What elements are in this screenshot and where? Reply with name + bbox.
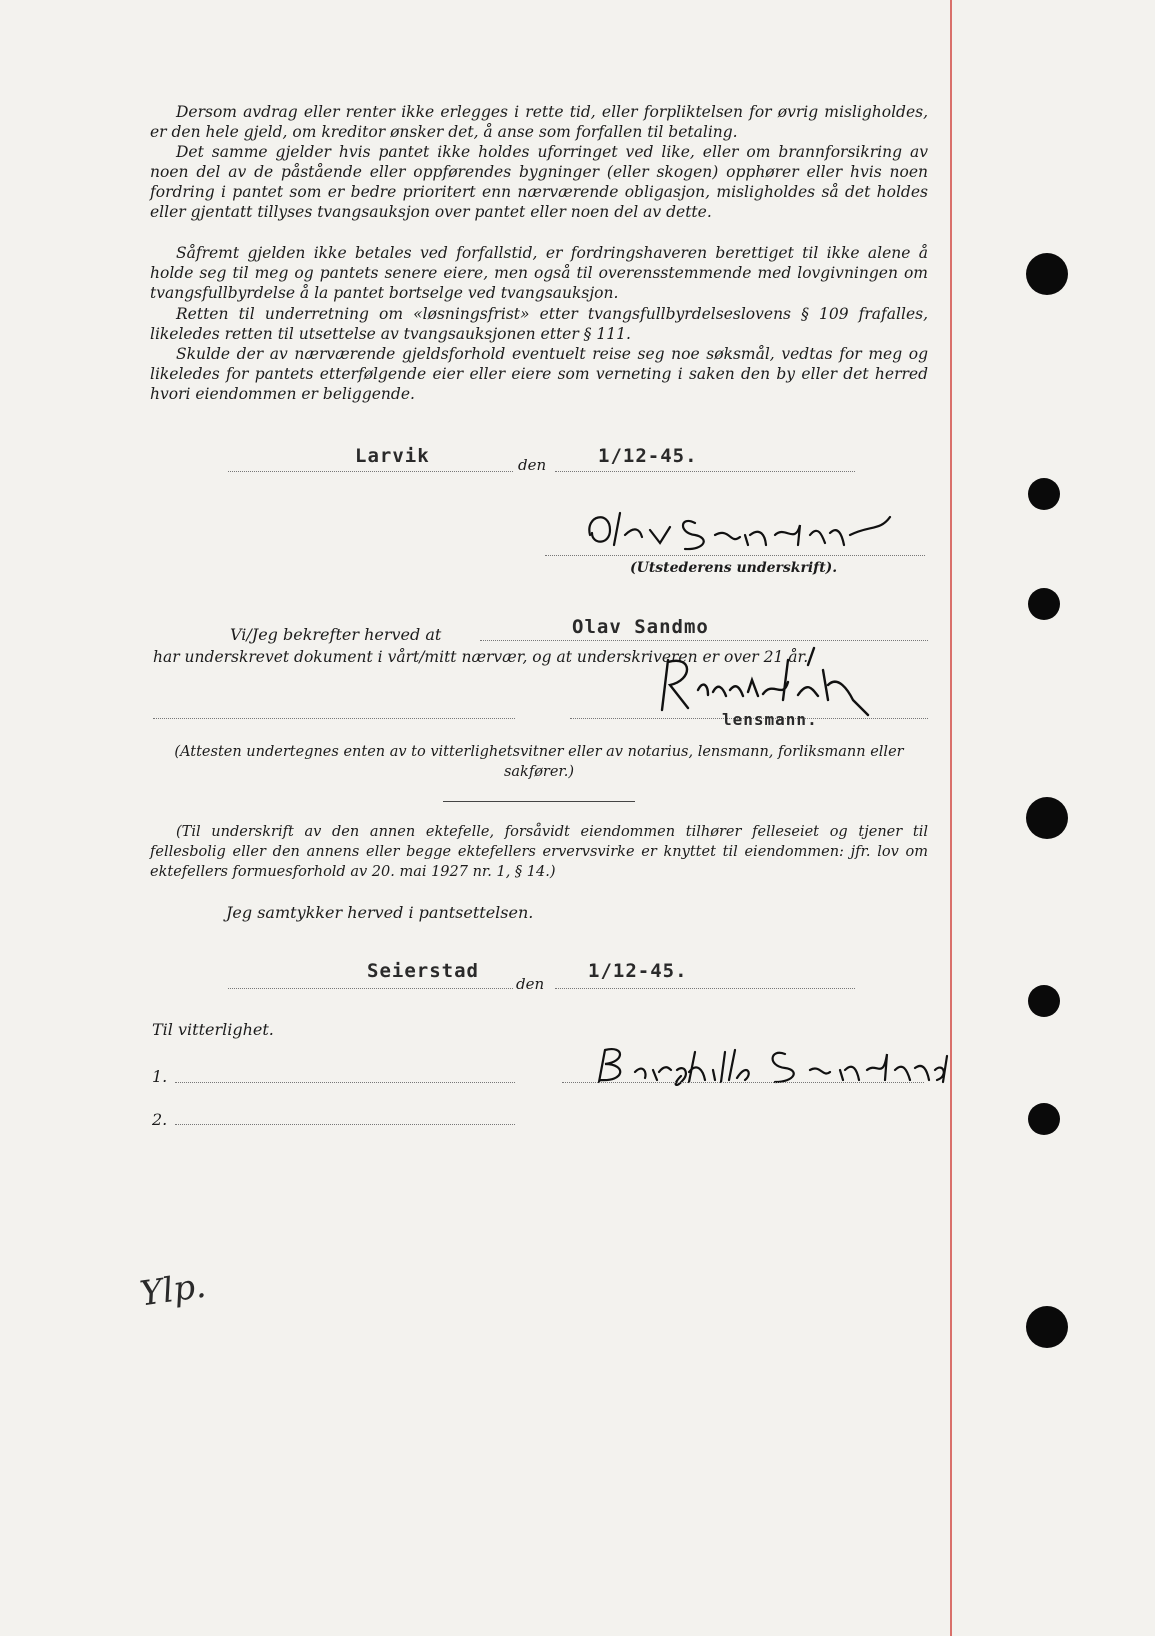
witness-number-1: 1. [152,1067,168,1086]
witness-line-2 [175,1124,515,1125]
clerk-initials: Ylp. [137,1265,209,1315]
clause-venue: Skulde der av nærværende gjeldsforhold eventuelt reise seg noe søksmål, vedtas for meg og likeledes for pantets etterfølgende eier eller eiere som verneting i saken den by eller det herred hvori eiendommen er beliggende. [150,345,928,403]
attest-name: Olav Sandmo [572,616,709,638]
issue-date: 1/12-45. [598,445,698,467]
issuer-signature [580,505,900,555]
attest-lead: Vi/Jeg bekrefter herved at [230,625,442,644]
witness-number-2: 2. [152,1110,168,1129]
spouse-signature-line [562,1082,924,1083]
spouse-date-line [555,988,855,989]
issue-den-label: den [518,456,547,474]
issue-place-line [228,471,513,472]
spouse-date: 1/12-45. [588,960,688,982]
issue-date-line [555,471,855,472]
red-margin-line [950,0,952,1636]
spouse-den-label: den [516,975,545,993]
binder-hole [1028,1103,1060,1135]
issuer-signature-line [545,555,925,556]
issuer-signature-caption: (Utstederens underskrift). [630,560,838,576]
binder-hole [1026,797,1068,839]
binder-hole [1028,588,1060,620]
witness-line-1 [175,1082,515,1083]
spouse-note: (Til underskrift av den annen ektefelle, forsåvidt eiendommen tilhører felleseiet og tjener til fellesbolig eller den annens eller begge ektefellers ervervsvirke er knyttet til eiendommen: jfr. lov om ektefellers formuesforhold av 20. mai 1927 nr. 1, § 14.) [150,824,928,880]
binder-hole [1028,478,1060,510]
spouse-place-line [228,988,513,989]
spouse-consent: Jeg samtykker herved i pantsettelsen. [226,903,534,922]
binder-hole [1026,1306,1068,1348]
binder-hole [1028,985,1060,1017]
issue-place: Larvik [355,445,430,467]
attest-title: lensmann. [722,710,818,729]
clause-redemption: Retten til underretning om «løsningsfrist» etter tvangsfullbyrdelseslovens § 109 frafalles, likeledes retten til utsettelse av tvangsauksjonen etter § 111. [150,305,928,343]
attest-note: (Attesten undertegnes enten av to vitterlighetsvitner eller av notarius, lensmann, forliksmann eller sakfører.) [174,744,904,780]
spouse-place: Seierstad [367,960,479,982]
clause-deterioration: Det samme gjelder hvis pantet ikke holdes uforringet ved like, eller om brannforsikring av noen del av de påstående eller oppførendes bygninger (eller skogen) opphører eller hvis noen fordring i pantet som er bedre prioritert enn nærværende obligasjon, misligholdes så det holdes eller gjentatt tillyses tvangsauksjon over pantet eller noen del av dette. [150,143,928,221]
attest-statement: har underskrevet dokument i vårt/mitt nærvær, og at underskriveren er over 21 år. [153,648,809,666]
section-divider [443,801,635,802]
binder-hole [1026,253,1068,295]
clause-enforcement: Såfremt gjelden ikke betales ved forfallstid, er fordringshaveren berettiget til ikke alene å holde seg til meg og pantets senere eiere, men også til overensstemmende med lovgivningen om tvangsfullbyrdelse å la pantet bortselge ved tvangsauksjon. [150,244,928,302]
witness-heading: Til vitterlighet. [152,1020,274,1039]
attest-witness-line [153,718,515,719]
clause-default: Dersom avdrag eller renter ikke erlegges i rette tid, eller forpliktelsen for øvrig misligholdes, er den hele gjeld, om kreditor ønsker det, å anse som forfallen til betaling. [150,103,928,141]
